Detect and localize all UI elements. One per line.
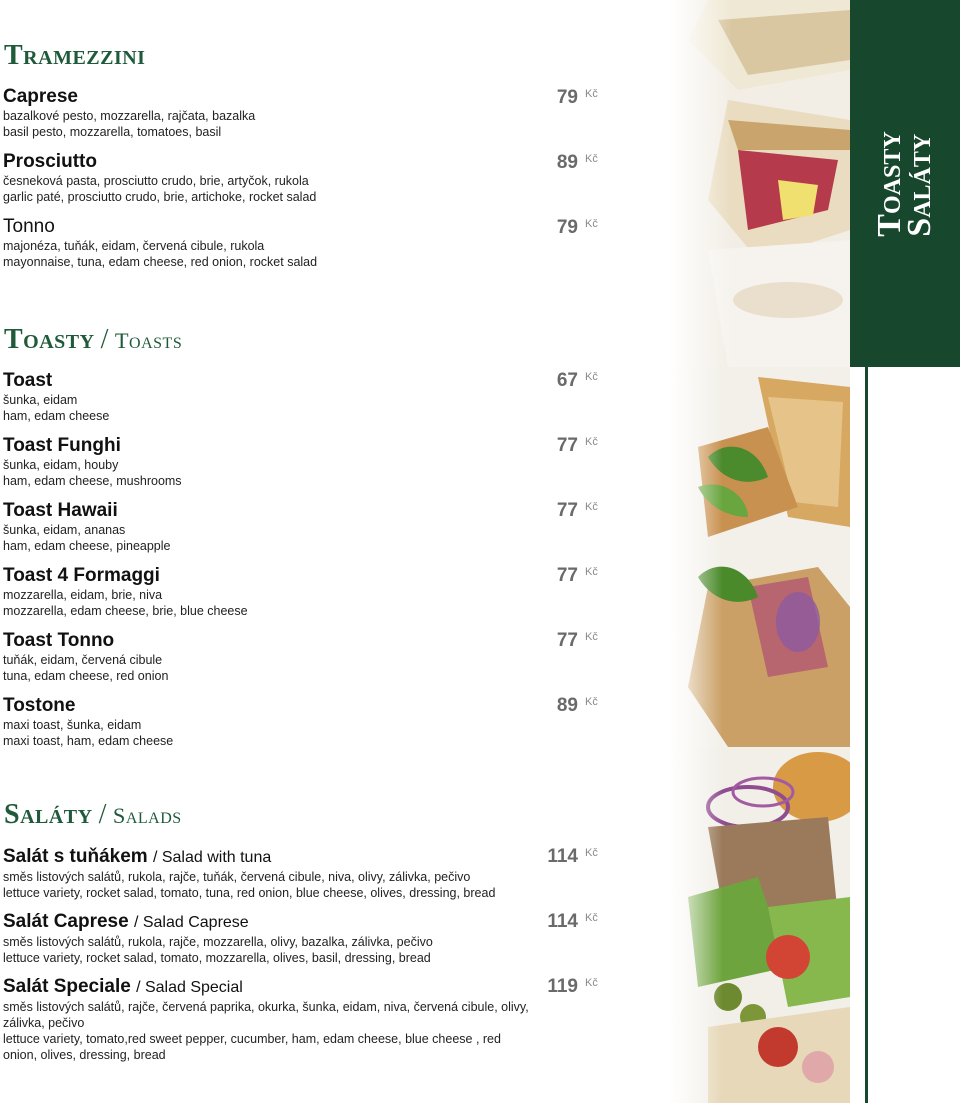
item-name: Tostone (3, 695, 76, 716)
item-price: 77 (556, 500, 578, 521)
menu-item-toast (3, 370, 543, 424)
item-price: 89 (556, 695, 578, 716)
section-title-text: Tramezzini (4, 40, 146, 71)
item-price: 89 (556, 152, 578, 173)
item-desc-en: mozzarella, edam cheese, brie, blue cheese (3, 604, 248, 618)
item-desc-en: ham, edam cheese, pineapple (3, 539, 171, 553)
item-desc-cz: česneková pasta, prosciutto crudo, brie, artyčok, rukola (3, 174, 309, 188)
item-name (3, 911, 543, 934)
menu-item-salat-speciale (3, 976, 543, 1063)
item-name (3, 846, 543, 869)
section-title-salaty (4, 799, 182, 831)
item-desc-cz: šunka, eidam, ananas (3, 523, 126, 537)
menu-item-toast-4-formaggi (3, 565, 543, 619)
item-name-en: / Salad Special (136, 979, 243, 996)
item-desc-en: maxi toast, ham, edam cheese (3, 734, 174, 748)
item-desc-en: ham, edam cheese (3, 409, 110, 423)
item-desc-cz: směs listových salátů, rukola, rajče, tuňák, červená cibule, niva, olivy, zálivka, pečivo (3, 870, 471, 884)
item-currency: Kč (585, 631, 598, 643)
sidebar-label-toasty: Toasty (871, 130, 908, 237)
menu-item-toast-tonno (3, 630, 543, 684)
section-title-tramezzini (4, 40, 145, 72)
item-desc-cz: směs listových salátů, rukola, rajče, mozzarella, olivy, bazalka, zálivka, pečivo (3, 935, 433, 949)
tramezzini-photo-image (668, 0, 850, 367)
section-title-slash: / (98, 799, 107, 830)
menu-item-salat-caprese (3, 911, 543, 966)
item-price: 77 (556, 565, 578, 586)
item-desc-en: lettuce variety, tomato,red sweet pepper, cucumber, ham, edam cheese, blue cheese , red onion, olives, dressing, bread (3, 1032, 501, 1062)
item-desc-en: basil pesto, mozzarella, tomatoes, basil (3, 125, 222, 139)
item-name (3, 976, 543, 999)
section-title-toasty (4, 324, 182, 356)
item-price: 67 (556, 370, 578, 391)
salad-photo-image (668, 747, 850, 1103)
item-currency: Kč (585, 88, 598, 100)
item-currency: Kč (585, 436, 598, 448)
sidebar-label (871, 130, 938, 237)
item-name: Toast Funghi (3, 435, 121, 456)
section-title-cz: Toasty (4, 324, 95, 355)
item-currency: Kč (585, 218, 598, 230)
item-price: 114 (547, 911, 578, 932)
item-desc-en: lettuce variety, rocket salad, tomato, tuna, red onion, blue cheese, olives, dressing, bread (3, 886, 496, 900)
item-desc-en: lettuce variety, rocket salad, tomato, mozzarella, olives, basil, dressing, bread (3, 951, 431, 965)
toast-photo-image (668, 367, 850, 747)
item-price: 119 (547, 976, 578, 997)
section-title-en: Toasts (114, 328, 183, 353)
item-desc-cz: tuňák, eidam, červená cibule (3, 653, 163, 667)
item-desc-cz: bazalkové pesto, mozzarella, rajčata, bazalka (3, 109, 256, 123)
menu-item-toast-funghi (3, 435, 543, 489)
item-currency: Kč (585, 847, 598, 859)
item-currency: Kč (585, 696, 598, 708)
item-name: Toast 4 Formaggi (3, 565, 160, 586)
item-price: 77 (556, 435, 578, 456)
salad-photo (668, 747, 850, 1103)
item-name: Caprese (3, 86, 78, 107)
item-name-en: / Salad Caprese (133, 914, 249, 931)
item-currency: Kč (585, 371, 598, 383)
section-title-cz: Saláty (4, 799, 93, 830)
item-desc-en: mayonnaise, tuna, edam cheese, red onion, rocket salad (3, 255, 318, 269)
item-name: Toast Hawaii (3, 500, 118, 521)
item-price: 79 (556, 217, 578, 238)
menu-item-salat-s-tunakem (3, 846, 543, 901)
item-desc-cz: směs listových salátů, rajče, červená paprika, okurka, šunka, eidam, niva, červená cibule, olivy, zálivka, pečivo (3, 1000, 529, 1030)
tramezzini-photo (668, 0, 850, 367)
item-name: Prosciutto (3, 151, 97, 172)
category-sidebar (850, 0, 960, 367)
section-title-en: Salads (112, 803, 182, 828)
item-name: Tonno (3, 216, 55, 237)
section-title-slash: / (100, 324, 109, 355)
item-price: 77 (556, 630, 578, 651)
menu-item-caprese (3, 86, 543, 140)
item-desc-cz: maxi toast, šunka, eidam (3, 718, 142, 732)
item-currency: Kč (585, 153, 598, 165)
item-name-cz: Salát s tuňákem (3, 846, 148, 867)
item-currency: Kč (585, 977, 598, 989)
toast-photo (668, 367, 850, 747)
item-desc-cz: mozzarella, eidam, brie, niva (3, 588, 163, 602)
sidebar-label-salaty: Saláty (901, 133, 938, 237)
item-price: 79 (556, 87, 578, 108)
item-name: Toast (3, 370, 53, 391)
menu-item-prosciutto (3, 151, 543, 205)
page-edge-line (865, 367, 868, 1103)
menu-item-toast-hawaii (3, 500, 543, 554)
item-currency: Kč (585, 566, 598, 578)
item-currency: Kč (585, 501, 598, 513)
item-desc-cz: majonéza, tuňák, eidam, červená cibule, rukola (3, 239, 265, 253)
item-desc-cz: šunka, eidam (3, 393, 78, 407)
item-desc-en: tuna, edam cheese, red onion (3, 669, 169, 683)
item-name-en: / Salad with tuna (152, 849, 272, 866)
menu-item-tostone (3, 695, 543, 749)
item-desc-cz: šunka, eidam, houby (3, 458, 119, 472)
item-name-cz: Salát Speciale (3, 976, 131, 997)
item-name: Toast Tonno (3, 630, 115, 651)
item-currency: Kč (585, 912, 598, 924)
item-desc-en: ham, edam cheese, mushrooms (3, 474, 182, 488)
item-desc-en: garlic paté, prosciutto crudo, brie, artichoke, rocket salad (3, 190, 317, 204)
menu-item-tonno (3, 216, 543, 270)
item-name-cz: Salát Caprese (3, 911, 129, 932)
item-price: 114 (547, 846, 578, 867)
